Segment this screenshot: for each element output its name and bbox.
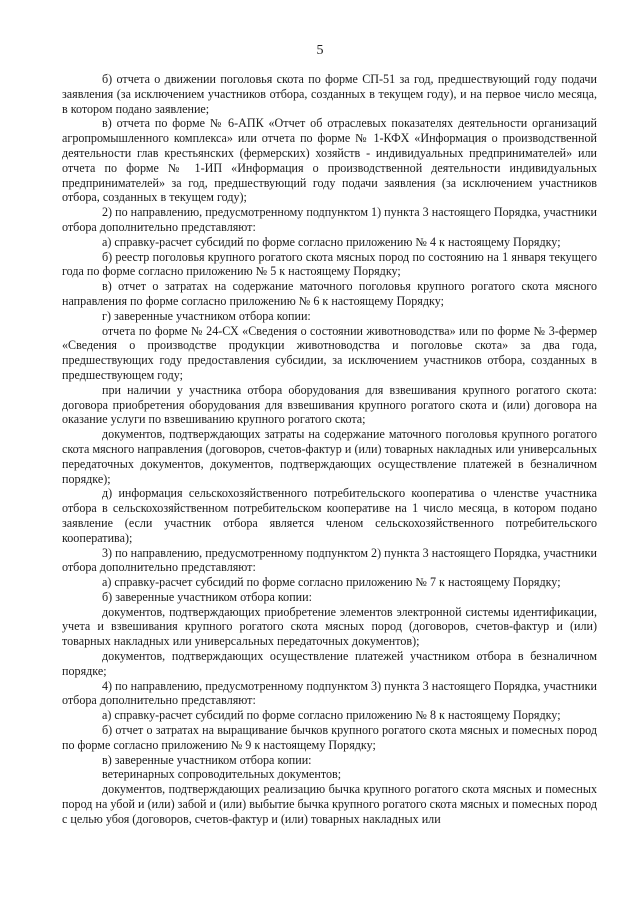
paragraph: в) заверенные участником отбора копии:	[102, 752, 312, 767]
paragraph: отчета по форме № 24-СХ «Сведения о состоянии животноводства» или по форме № 3-фермер «Сведения о производстве продукции животноводства и поголовье скота» за два года, предшествующих году предоставления субсидии, за исключением участников отбора, созданных в предшествующем году;	[62, 323, 597, 382]
paragraph: д) информация сельскохозяйственного потребительского кооператива о членстве участника отбора в сельскохозяйственном потребительском кооперативе на 1 число месяца, в котором подано заявление (если участник отбора является членом сельскохозяйственного потребительского кооператива);	[62, 486, 597, 545]
paragraph: ветеринарных сопроводительных документов;	[102, 767, 342, 782]
paragraph: б) отчет о затратах на выращивание бычков крупного рогатого скота мясных и помесных пород по форме согласно приложению № 9 к настоящему Порядку;	[62, 723, 597, 752]
paragraph: 3) по направлению, предусмотренному подпунктом 2) пункта 3 настоящего Порядка, участники отбора дополнительно представляют:	[62, 545, 597, 575]
paragraph: а) справку-расчет субсидий по форме согласно приложению № 7 к настоящему Порядку;	[102, 575, 561, 590]
paragraph: б) реестр поголовья крупного рогатого скота мясных пород по состоянию на 1 января текущего года по форме согласно приложению № 5 к настоящему Порядку;	[62, 249, 597, 279]
paragraph: документов, подтверждающих осуществление платежей участником отбора в безналичном порядке;	[62, 649, 597, 678]
page-number: 5	[316, 43, 324, 58]
paragraph: документов, подтверждающих затраты на содержание маточного поголовья крупного рогатого скота мясного направления (договоров, счетов-фактур и (или) товарных накладных или универсальных передаточных документов, документов, подтверждающих осуществление платежей в безналичном порядке);	[62, 427, 597, 486]
paragraph: документов, подтверждающих реализацию бычка крупного рогатого скота мясных и помесных пород на убой и (или) забой и (или) выбытие бычка крупного рогатого скота мясных и помесных пород с целью убоя (договоров, счетов-фактур и (или) товарных накладных или	[62, 782, 597, 826]
paragraph: 2) по направлению, предусмотренному подпунктом 1) пункта 3 настоящего Порядка, участники отбора дополнительно представляют:	[62, 205, 597, 234]
paragraph: в) отчета по форме № 6-АПК «Отчет об отраслевых показателях деятельности организаций агропромышленного комплекса» или отчета по форме № 1-КФХ «Информация о производственной деятельности глав крестьянских (фермерских) хозяйств - индивидуальных предпринимателей» или отчета по форме № 1-ИП «Информация о производственной деятельности индивидуальных предпринимателей» за год, предшествующий году подачи заявления (за исключением участников отбора, созданных в текущем году);	[62, 116, 597, 205]
document-body	[62, 72, 597, 827]
paragraph: а) справку-расчет субсидий по форме согласно приложению № 8 к настоящему Порядку;	[102, 708, 561, 723]
paragraph: 4) по направлению, предусмотренному подпунктом 3) пункта 3 настоящего Порядка, участники отбора дополнительно представляют:	[62, 678, 597, 708]
paragraph: документов, подтверждающих приобретение элементов электронной системы идентификации, учета и взвешивания крупного рогатого скота мясных пород (договоров, счетов-фактур и (или) товарных накладных или универсальных передаточных документов);	[62, 604, 597, 649]
paragraph: б) отчета о движении поголовья скота по форме СП-51 за год, предшествующий году подачи заявления (за исключением участников отбора, созданных в текущем году), и на первое число месяца, в котором подано заявление;	[62, 72, 597, 116]
paragraph: б) заверенные участником отбора копии:	[102, 589, 312, 604]
paragraph: а) справку-расчет субсидий по форме согласно приложению № 4 к настоящему Порядку;	[102, 234, 561, 249]
paragraph: в) отчет о затратах на содержание маточного поголовья крупного рогатого скота мясного направления по форме согласно приложению № 6 к настоящему Порядку;	[62, 279, 597, 308]
paragraph: г) заверенные участником отбора копии:	[102, 308, 311, 323]
paragraph: при наличии у участника отбора оборудования для взвешивания крупного рогатого скота: договора приобретения оборудования для взвешивания крупного рогатого скота и (или) договора на оказание услуги по взвешиванию крупного рогатого скота;	[62, 382, 597, 427]
